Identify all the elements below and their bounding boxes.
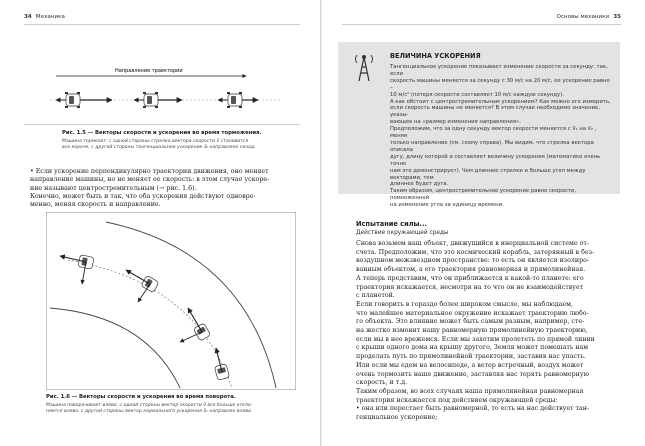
car-icon: [227, 92, 242, 108]
direction-label: Направление траектории: [115, 68, 183, 74]
text-line: • она или перестает быть равномерной, то есть на нас действует тан-: [356, 405, 590, 413]
sidebar-line: длиннее будет дуга.: [390, 181, 449, 188]
sidebar-line: Таким образом, центростремительное ускорение равно скорости, помноженной: [390, 188, 577, 202]
caption-line: Машина тормозит: с одной стороны стрелка вектора скорости v⃗ становится: [62, 139, 249, 144]
text-line: Снова возьмем наш объект, движущийся в инерциальной системе от-: [356, 240, 590, 247]
text-line: на жестко изменит нашу равномерную прямолинейную траекторию,: [356, 327, 588, 335]
text-line: очень тормозить наше движение, заставляя нас терять равномерную: [356, 370, 590, 378]
text-line: ванным объектом, а его траектория равномерная и прямолинейная.: [356, 266, 586, 274]
text-line: ние называют центростремительным (→ рис. 1.6).: [30, 184, 197, 192]
text-line: Конечно, может быть и так, что оба ускорения действуют одновре-: [30, 192, 256, 200]
figure-1-5-caption: [62, 139, 255, 151]
text-line: Или если мы едем на велосипеде, а ветер встречный, воздух может: [356, 361, 584, 369]
text-line: менно, меняя скорость и направление.: [30, 201, 161, 209]
sidebar-line: скорость машины меняется за секунду с 30 м/с на 20 м/с, ее ускорение равно –: [390, 77, 610, 91]
text-line: А теперь представим, что он приближается к какой-то планете: его: [356, 274, 584, 282]
sidebar-title: ВЕЛИЧИНА УСКОРЕНИЯ: [390, 52, 481, 60]
left-header-title: Механика: [35, 14, 65, 20]
text-line: генциальное ускорение;: [356, 414, 438, 422]
section-subtitle: Действие окружающей среды: [356, 230, 449, 236]
figure-1-6: [46, 212, 296, 390]
left-header-rule: [24, 24, 300, 25]
text-line: если мы в нее врежемся. Если мы захотим пролететь по прямой линии: [356, 335, 595, 343]
text-line: Если говорить в гораздо более широком смысле, мы наблюдаем,: [356, 300, 574, 308]
car-icon: [65, 92, 80, 108]
figure-1-6-caption: [46, 403, 252, 415]
text-line: что малейшее материальное окружение искажает траекторию любо-: [356, 309, 589, 317]
text-line: воздушном межзвездном пространстве: то есть он является изолиро-: [356, 257, 590, 265]
sidebar-line: А как обстоит с центростремительным ускорением? Как можно его измерить,: [390, 98, 611, 105]
text-line: проделать путь по прямолинейной траектории, заставив нас упасть.: [356, 353, 586, 361]
caption-line: няется влево, с другой стороны вектор нормального ускорения a⃗ₙ направлен влево.: [46, 409, 253, 414]
sidebar-line: нам это демонстрирует). Чем длиннее стрелки и больше угол между векторами, тем: [390, 167, 586, 181]
sidebar-line: Предположим, что за одну секунду вектор скорости меняется с v⃗₁ на v⃗₂ , меняя: [390, 126, 597, 140]
text-line: го объекта. Это влияние может быть самым разным, например, сте-: [356, 318, 585, 326]
text-line: с планетой.: [356, 292, 395, 300]
text-line: траектория искажается под действием окружающей среды:: [356, 396, 558, 404]
figure-1-6-title: Рис. 1.6 — Векторы скорости и ускорения во время поворота.: [46, 394, 236, 400]
right-header-title: Основы механики: [556, 14, 610, 20]
right-body-text: [356, 240, 636, 423]
sidebar-line: 10 м/с² (потеря скорости составляет 10 м/с каждую секунду).: [390, 91, 564, 98]
sidebar-box: [338, 42, 620, 209]
right-page-number: 35: [613, 14, 621, 20]
sidebar-line: вающее на «размер изменения направления».: [390, 119, 521, 126]
sidebar-line: если скорость машины не меняется? В этом случае необходимо значение, указы-: [390, 105, 600, 119]
right-running-header: [556, 10, 621, 24]
text-line: направление машины, но не меняет ее скорость: в этом случае ускоре-: [30, 176, 270, 184]
left-body-text: [30, 168, 306, 209]
text-line: Таким образом, во всех случаях наша прямолинейная равномерная: [356, 387, 584, 395]
caption-line: Машина поворачивает влево: с одной стороны вектор скорости v⃗ все больше откло-: [46, 403, 253, 408]
figure-rule: [24, 124, 300, 125]
left-page: [0, 0, 321, 446]
text-line: • Если ускорение перпендикулярно траектории движения, оно меняет: [30, 168, 269, 175]
left-running-header: [24, 10, 65, 24]
text-line: скорость, и т.д.: [356, 379, 408, 387]
sidebar-line: на изменение угла за единицу времени.: [390, 202, 504, 209]
section-title: Испытание силы...: [356, 220, 427, 228]
text-line: с крыши одного дома на крышу другого, Земля может помешать нам: [356, 344, 589, 352]
text-line: счета. Предположим, что это космический корабль, затерянный в без-: [356, 248, 595, 256]
right-page: [322, 0, 645, 446]
right-header-rule: [342, 24, 621, 25]
sidebar-line: дугу, длину которой и составляет величину ускорения (математико очень точно: [390, 153, 601, 167]
sidebar-line: Тангенциальное ускорение показывает изменение скорости за секунду: так, если: [390, 64, 608, 77]
caption-line: все короче, с другой стороны тангенциальное ускорение a⃗ₜ направлено назад.: [62, 145, 256, 150]
car-icon: [143, 92, 158, 108]
antenna-icon: [352, 53, 376, 83]
sidebar-line: только направление (см. схему справа). Мы видим, что стрелка вектора описала: [390, 139, 594, 153]
text-line: траектория искажается, несмотря на то что он не взаимодействует: [356, 283, 584, 291]
figure-1-5: [50, 64, 290, 124]
sidebar-text: [390, 64, 614, 209]
left-page-number: 34: [24, 14, 32, 20]
figure-1-5-title: Рис. 1.5 — Векторы скорости и ускорения во время торможения.: [62, 130, 262, 136]
